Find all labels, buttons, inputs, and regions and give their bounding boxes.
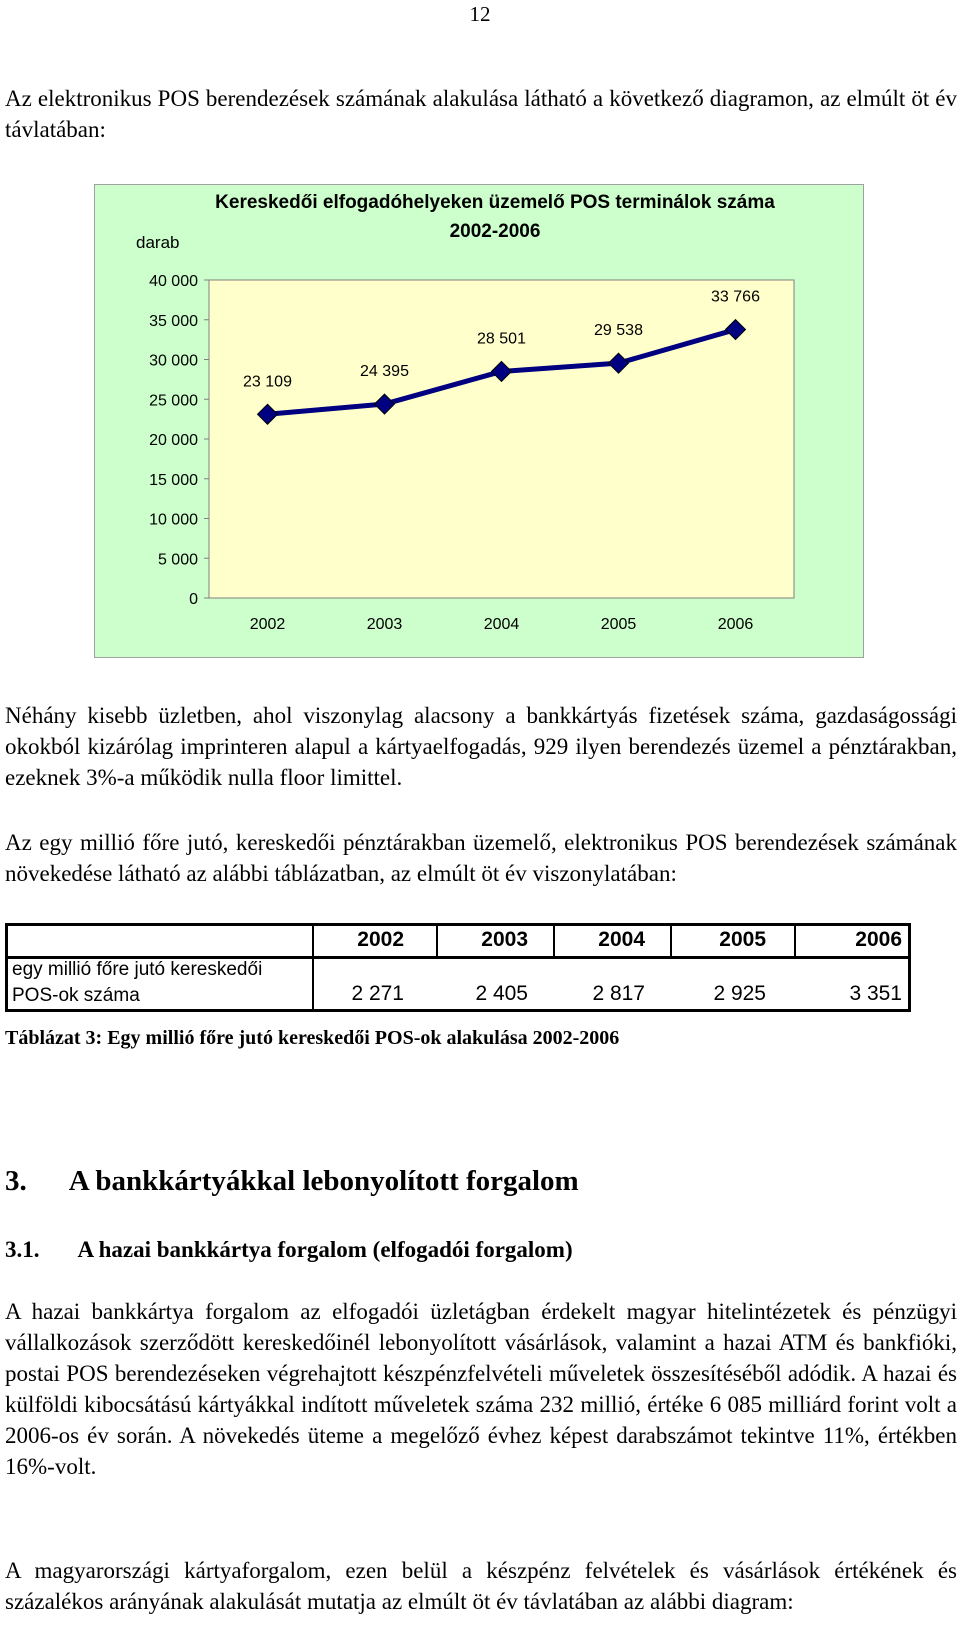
table-col-divider [670, 926, 672, 956]
table-row-label [12, 957, 262, 1009]
data-label: 33 766 [711, 288, 760, 306]
data-label: 24 395 [360, 363, 409, 381]
y-tick-label: 15 000 [149, 471, 198, 489]
pos-per-million-table [5, 923, 911, 1012]
table-header-2004: 2004 [598, 928, 645, 951]
pos-terminal-chart [94, 184, 864, 658]
table-col-divider [436, 926, 438, 956]
table-header-2002: 2002 [357, 928, 404, 951]
chart-subtitle: 2002-2006 [449, 221, 541, 242]
x-tick-label: 2005 [600, 616, 637, 633]
paragraph-table-intro: Az egy millió főre jutó, kereskedői pénztárakban üzemelő, elektronikus POS berendezések számának növekedése látható az alábbi táblázatban, az elmúlt öt év viszonylatában: [5, 830, 957, 886]
table-value-2005: 2 925 [713, 982, 766, 1005]
paragraph-card-turnover: A hazai bankkártya forgalom az elfogadói üzletágban érdekelt magyar hitelintézetek és pénzügyi vállalkozások szerződött kereskedőinél lebonyolított vásárlások, valamint a hazai ATM és bankfióki, postai POS berendezéseken végrehajtott készpénzfelvételi műveletek összesítéséből adódik. A hazai és külföldi kibocsátású kártyákkal indított műveletek száma 232 millió, értéke 6 085 milliárd forint volt a 2006-os év során. A növekedés üteme a megelőző évhez képest darabszámot tekintve 11%, értékben 16%-volt. [5, 1299, 957, 1479]
table-col-divider [794, 926, 796, 956]
table-value-2003: 2 405 [475, 982, 528, 1005]
table-row-label-line2: POS-ok száma [12, 985, 140, 1006]
y-tick-label: 10 000 [149, 511, 198, 529]
section-3-1-title: A hazai bankkártya forgalom (elfogadói forgalom) [77, 1237, 573, 1262]
table-header-2005: 2005 [719, 928, 766, 951]
section-3-1-number: 3.1. [5, 1237, 40, 1262]
table-caption: Táblázat 3: Egy millió főre jutó kereskedői POS-ok alakulása 2002-2006 [5, 1027, 620, 1049]
table-header-2003: 2003 [481, 928, 528, 951]
x-tick-label: 2004 [483, 616, 520, 633]
table-col-divider [312, 956, 314, 1009]
section-3-heading [5, 1165, 579, 1198]
data-label: 28 501 [477, 330, 526, 348]
chart-title: Kereskedői elfogadóhelyeken üzemelő POS terminálok száma [215, 192, 775, 213]
y-tick-label: 30 000 [149, 352, 198, 370]
y-tick-label: 5 000 [157, 551, 198, 569]
x-tick-label: 2003 [366, 616, 403, 633]
table-col-divider [312, 926, 314, 956]
table-row-label-line1: egy millió főre jutó kereskedői [12, 959, 263, 980]
data-label: 23 109 [243, 373, 292, 391]
section-3-title: A bankkártyákkal lebonyolított forgalom [68, 1165, 579, 1197]
table-value-2006: 3 351 [849, 982, 902, 1005]
y-tick-label: 35 000 [149, 312, 198, 330]
y-tick-label: 0 [189, 591, 198, 608]
paragraph-diagram-intro: A magyarországi kártyaforgalom, ezen belül a készpénz felvételek és vásárlások értékének és százalékos arányának alakulását mutatja az elmúlt öt év távlatában az alábbi diagram: [5, 1558, 957, 1614]
page-number: 12 [469, 2, 491, 26]
table-value-2004: 2 817 [592, 982, 645, 1005]
intro-paragraph: Az elektronikus POS berendezések számának alakulása látható a következő diagramon, az elmúlt öt év távlatában: [5, 86, 957, 142]
x-tick-label: 2006 [717, 616, 754, 633]
y-axis-label: darab [136, 233, 180, 252]
section-3-1-heading [5, 1237, 573, 1263]
paragraph-imprinter: Néhány kisebb üzletben, ahol viszonylag alacsony a bankkártyás fizetések száma, gazdaságossági okokból kizárólag imprinteren alapul a kártyaelfogadás, 929 ilyen berendezés üzemel a pénztárakban, ezeknek 3%-a működik nulla floor limittel. [5, 703, 957, 790]
y-tick-label: 20 000 [149, 432, 198, 449]
data-label: 29 538 [594, 322, 643, 340]
section-3-number: 3. [5, 1165, 27, 1197]
y-tick-label: 40 000 [149, 273, 198, 290]
table-value-2002: 2 271 [351, 982, 404, 1005]
table-header-2006: 2006 [855, 928, 902, 951]
y-tick-label: 25 000 [149, 392, 198, 410]
plot-area [209, 280, 794, 598]
table-col-divider [553, 926, 555, 956]
x-tick-label: 2002 [249, 616, 286, 633]
chart-svg [95, 185, 865, 659]
